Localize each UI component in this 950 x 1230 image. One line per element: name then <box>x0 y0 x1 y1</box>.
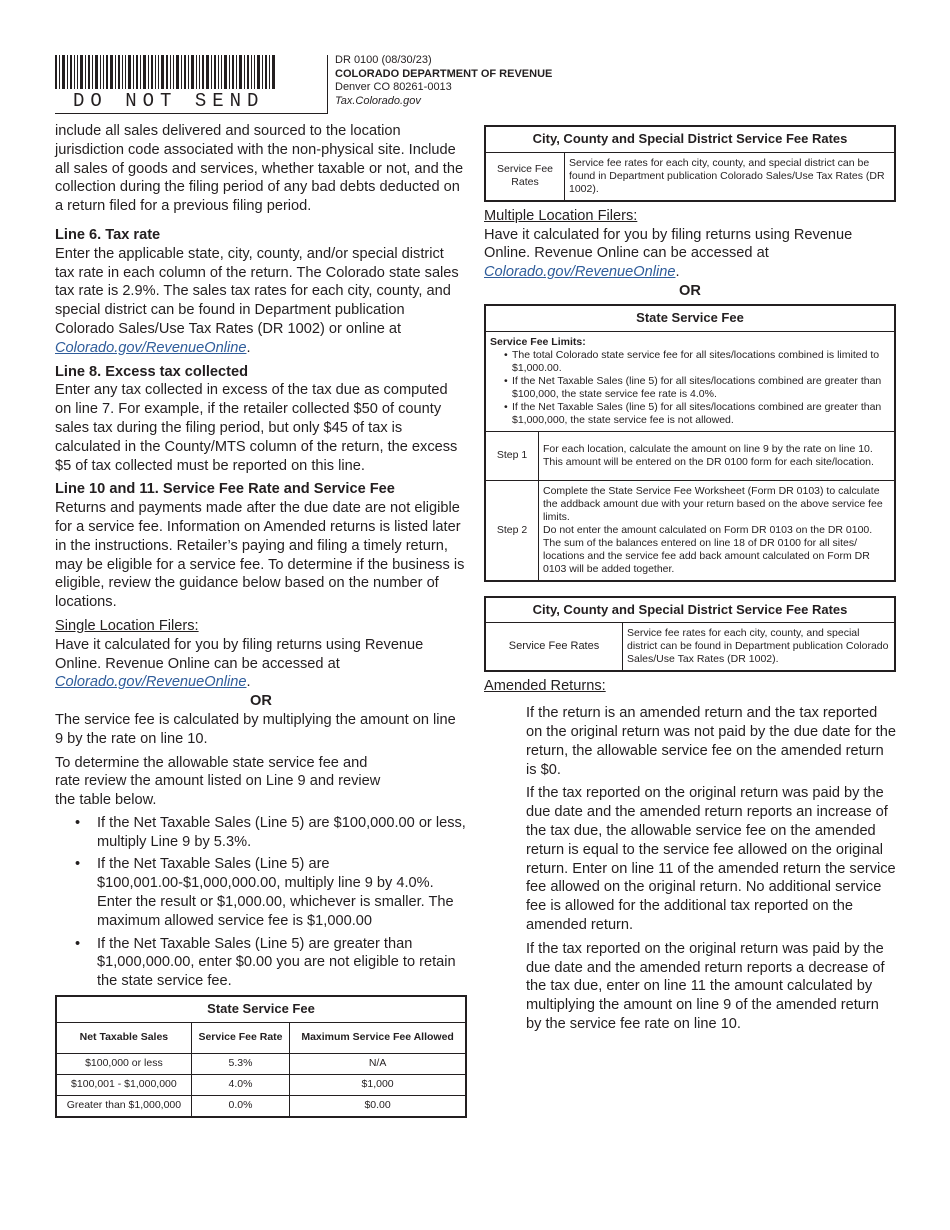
table-title: State Service Fee <box>56 996 466 1022</box>
limits-list <box>490 349 890 427</box>
table-row <box>56 1095 466 1117</box>
fee-label-cell: Service Fee Rates <box>485 623 623 672</box>
step2-text-a: Complete the State Service Fee Worksheet (Form DR 0103) to calculate the addback amount due with your return based on the above service fee limits. <box>543 484 883 523</box>
barcode-image <box>55 55 275 89</box>
intro-paragraph: include all sales delivered and sourced to the location jurisdiction code associated with the non-physical site. Include all sales of goods and services, whether taxable or not, and the collection during the filing period of any bad debts deducted on a return filed for a previous filing period. <box>55 123 464 215</box>
step1-label: Step 1 <box>485 431 539 480</box>
step2-text-b: Do not enter the amount calculated on Form DR 0103 on the DR 0100. The sum of the balances entered on line 18 of DR 0100 for all sites/ locations and the service fee add back amount calculated on Form DR 0103 will be added together. <box>543 523 873 575</box>
single-location-heading: Single Location Filers: <box>55 617 199 634</box>
or-divider: OR <box>679 282 701 299</box>
limit-item: • If the Net Taxable Sales (line 5) for all sites/locations combined are greater than $1,000,000, the state service fee is not allowed. <box>512 401 890 427</box>
fee-label-cell: Service Fee Rates <box>485 152 565 201</box>
table-cell: 0.0% <box>191 1095 289 1117</box>
table-row <box>56 1074 466 1095</box>
step2-cell <box>539 480 896 581</box>
determine-paragraph: To determine the allowable state service fee and rate review the amount listed on Line 9 and review the table below. <box>55 754 381 809</box>
line6-heading: Line 6. Tax rate <box>55 226 161 243</box>
table-cell: $1,000 <box>290 1074 466 1095</box>
line10-heading: Line 10 and 11. Service Fee Rate and Service Fee <box>55 481 395 498</box>
rate-bullet: • If the Net Taxable Sales (Line 5) are $100,001.00-$1,000,000.00, multiply line 9 by 4.0%. Enter the result or $1,000.00, whichever is smaller. The maximum allowed service fee is $1,000.00 <box>97 855 467 930</box>
table-title: State Service Fee <box>485 305 895 331</box>
table-cell: 4.0% <box>191 1074 289 1095</box>
or-divider: OR <box>250 693 272 710</box>
rate-bullet: • If the Net Taxable Sales (Line 5) are greater than $1,000,000.00, enter $0.00 you are not eligible to retain the state service fee. <box>97 935 467 991</box>
table-cell: $100,000 or less <box>56 1053 191 1074</box>
right-column <box>484 125 896 1034</box>
do-not-send-label: DO NOT SEND <box>73 90 265 112</box>
state-service-fee-table <box>55 995 467 1118</box>
amended-paragraph: If the tax reported on the original return was paid by the due date and the amended return reports a decrease of the tax due, enter on line 11 the amount calculated by multiplying the amount on line 9 of the amended return by the service fee rate on line 10. <box>526 940 885 1032</box>
form-header <box>335 54 552 108</box>
left-column <box>55 122 467 1118</box>
table-title: City, County and Special District Service Fee Rates <box>485 126 895 152</box>
table-cell: $100,001 - $1,000,000 <box>56 1074 191 1095</box>
limit-item: • The total Colorado state service fee for all sites/locations combined is limited to $1,000.00. <box>512 349 890 375</box>
table-title: City, County and Special District Service Fee Rates <box>485 597 895 623</box>
line8-heading: Line 8. Excess tax collected <box>55 363 249 380</box>
multiple-location-paragraph: Have it calculated for you by filing returns using Revenue Online. Revenue Online can be accessed at Colorado.gov/RevenueOnline. <box>484 226 853 281</box>
fee-text-cell: Service fee rates for each city, county, and special district can be found in Department publication Colorado Sales/Use Tax Rates (DR 1002). <box>623 623 896 672</box>
limit-item: • If the Net Taxable Sales (line 5) for all sites/locations combined are greater than $100,000, the state service fee rate is 4.0%. <box>512 375 890 401</box>
barcode-block <box>55 55 328 114</box>
single-revenue-online-link[interactable]: Colorado.gov/RevenueOnline <box>55 674 247 691</box>
multi-revenue-online-link[interactable]: Colorado.gov/RevenueOnline <box>484 264 676 281</box>
table-cell: N/A <box>290 1053 466 1074</box>
rate-bullet: • If the Net Taxable Sales (Line 5) are $100,000.00 or less, multiply Line 9 by 5.3%. <box>97 814 467 852</box>
department-address: Denver CO 80261-0013 <box>335 81 452 93</box>
column-header: Service Fee Rate <box>191 1022 289 1053</box>
line10-paragraph: Returns and payments made after the due date are not eligible for a service fee. Information on Amended returns is listed later in the instructions. Retailer’s paying and filing a timely return, may be eligible for a service fee. To determine if the business is eligible, review the guidance below based on the number of locations. <box>55 500 465 611</box>
rate-bullet-list <box>55 814 467 991</box>
table-cell: 5.3% <box>191 1053 289 1074</box>
amended-returns-heading: Amended Returns: <box>484 678 606 695</box>
city-county-fee-table-2 <box>484 596 896 673</box>
table-row <box>56 1053 466 1074</box>
service-fee-limits-cell <box>485 331 895 431</box>
amended-returns-section <box>484 704 896 1034</box>
amended-paragraph: If the return is an amended return and the tax reported on the original return was not paid by the due date for the return, the allowable service fee on the amended return is $0. <box>526 705 896 778</box>
fee-text-cell: Service fee rates for each city, county, and special district can be found in Department publication Colorado Sales/Use Tax Rates (DR 1002). <box>565 152 896 201</box>
multi-state-service-fee-table <box>484 304 896 582</box>
department-name: COLORADO DEPARTMENT OF REVENUE <box>335 67 553 80</box>
amended-paragraph: If the tax reported on the original return was paid by the due date and the amended return reports an increase of the tax due, the allowable service fee on the amended return is equal to the service fee allowed on the original return. Enter on line 11 of the amended return the service fee allowed on the original return. No additional service fee is allowed for the additional tax reported on the amended return. <box>526 785 896 933</box>
single-location-paragraph: Have it calculated for you by filing returns using Revenue Online. Revenue Online can be accessed at Colorado.gov/RevenueOnline. <box>55 636 424 691</box>
line6-revenue-online-link[interactable]: Colorado.gov/RevenueOnline <box>55 339 247 356</box>
city-county-fee-table <box>484 125 896 202</box>
column-header: Maximum Service Fee Allowed <box>290 1022 466 1053</box>
form-number: DR 0100 (08/30/23) <box>335 54 432 66</box>
step1-text: For each location, calculate the amount on line 9 by the rate on line 10. This amount will be entered on the DR 0100 form for each site/location. <box>539 431 896 480</box>
single-location-text: Have it calculated for you by filing returns using Revenue Online. Revenue Online can be accessed at <box>55 636 424 672</box>
line6-paragraph: Enter the applicable state, city, county, and/or special district tax rate in each column of the return. The Colorado state sales tax rate is 2.9%. The sales tax rates for each city, county, and special district can be found in Department publication Colorado Sales/Use Tax Rates (DR 1002) or online at Colorado.gov/RevenueOnline. <box>55 245 459 356</box>
calc-paragraph: The service fee is calculated by multiplying the amount on line 9 by the rate on line 10. <box>55 711 456 747</box>
department-website: Tax.Colorado.gov <box>335 94 421 107</box>
multiple-location-heading: Multiple Location Filers: <box>484 207 638 224</box>
limits-heading: Service Fee Limits: <box>490 335 586 348</box>
column-header: Net Taxable Sales <box>56 1022 191 1053</box>
line6-text: Enter the applicable state, city, county, and/or special district tax rate in each column of the return. The Colorado state sales tax rate is 2.9%. The sales tax rates for each city, county, and special district can be found in Department publication Colorado Sales/Use Tax Rates (DR 1002) or online at <box>55 245 459 337</box>
table-cell: $0.00 <box>290 1095 466 1117</box>
multiple-location-text: Have it calculated for you by filing returns using Revenue Online. Revenue Online can be accessed at <box>484 226 853 262</box>
table-cell: Greater than $1,000,000 <box>56 1095 191 1117</box>
step2-label: Step 2 <box>485 480 539 581</box>
line8-paragraph: Enter any tax collected in excess of the tax due as computed on line 7. For example, if the retailer collected $50 of county sales tax during the filing period, but only $45 of tax is calculated in the County/MTS column of the return, the excess $5 of tax collected must be reported on this line. <box>55 382 458 474</box>
